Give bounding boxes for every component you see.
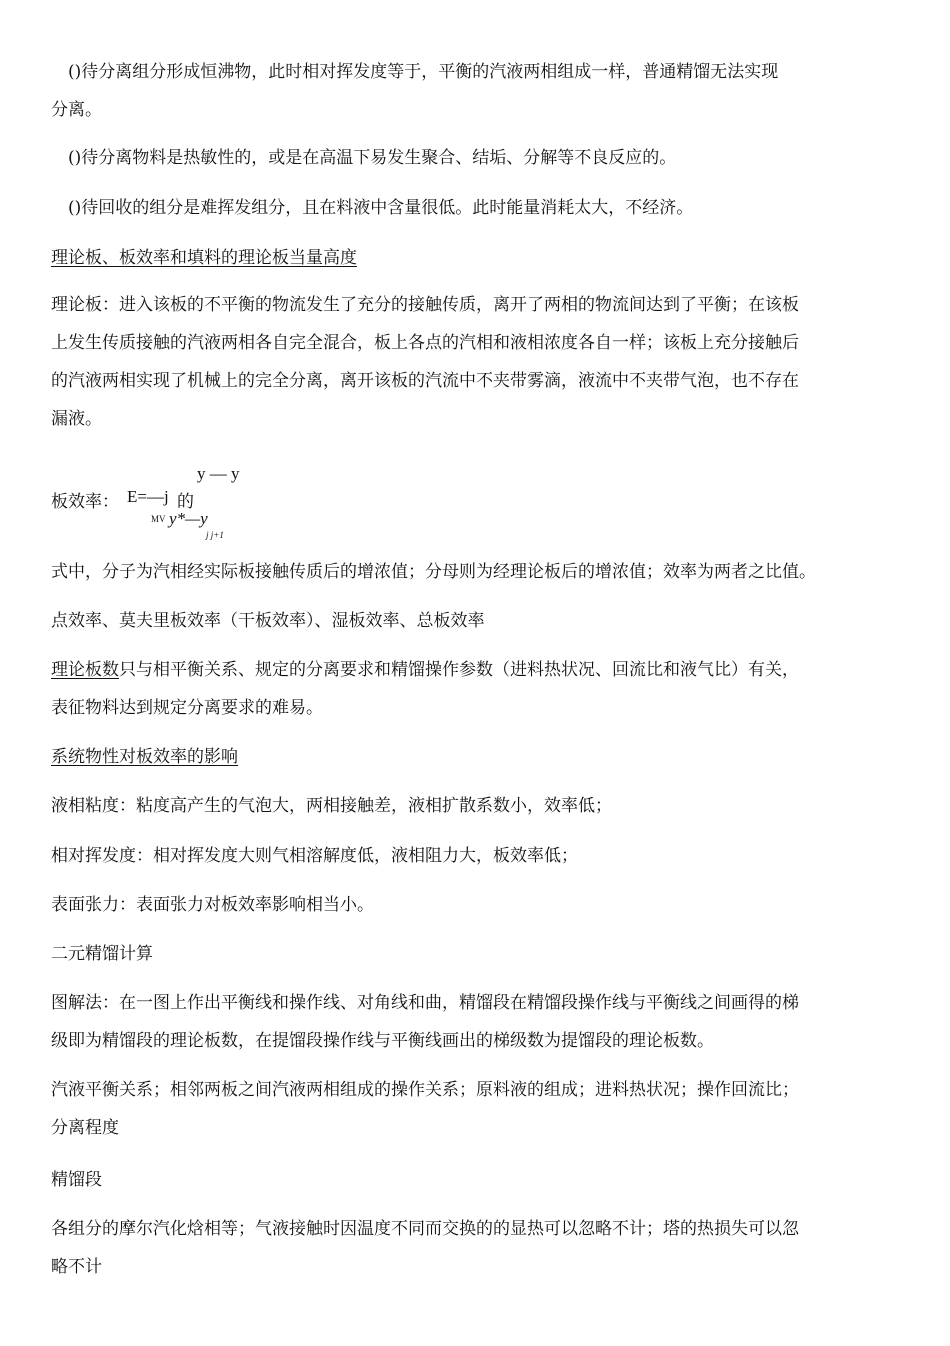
section-heading-theoretical-plate: [51, 239, 901, 277]
formula-denominator: y*—y: [169, 509, 208, 528]
paragraph-required-conditions: [51, 1071, 901, 1147]
paragraph-assumptions: [51, 1210, 901, 1286]
paragraph-azeotrope: [51, 53, 901, 129]
heading-text: 理论板、板效率和填料的理论板当量高度: [51, 248, 357, 268]
formula-main: E=—j: [127, 487, 169, 506]
text-line: 分离程度: [51, 1118, 119, 1138]
text-line: 略不计: [51, 1257, 102, 1277]
paragraph-formula-explanation: 式中，分子为汽相经实际板接触传质后的增浓值；分母则为经理论板后的增浓值；效率为两者之比值。: [51, 562, 816, 582]
paragraph-relative-volatility: 相对挥发度：相对挥发度大则气相溶解度低，液相阻力大，板效率低；: [51, 846, 578, 866]
formula-denominator-subscript: j j+1: [206, 530, 224, 540]
plate-efficiency-formula: [51, 462, 451, 542]
text-line: ()待分离组分形成恒沸物，此时相对挥发度等于，平衡的汽液两相组成一样，普通精馏无法实现: [68, 62, 779, 82]
text-line: [51, 651, 901, 689]
formula-numerator: y — y: [197, 464, 240, 483]
text-line: 汽液平衡关系；相邻两板之间汽液两相组成的操作关系；原料液的组成；进料热状况；操作回流比；: [51, 1080, 799, 1100]
paragraph-graphical-method: [51, 984, 901, 1060]
formula-mv-subscript: MV: [151, 514, 166, 524]
text-line: 级即为精馏段的理论板数，在提馏段操作线与平衡线画出的梯级数为提馏段的理论板数。: [51, 1031, 714, 1051]
text-line: 的汽液两相实现了机械上的完全分离，离开该板的汽流中不夹带雾滴，液流中不夹带气泡，也不存在: [51, 371, 799, 391]
paragraph-low-content: ()待回收的组分是难挥发组分，且在料液中含量很低。此时能量消耗太大，不经济。: [68, 198, 694, 218]
section-heading-physical-properties: [51, 738, 901, 776]
section-heading-rectifying-section: 精馏段: [51, 1170, 102, 1190]
text-line: 表征物料达到规定分离要求的难易。: [51, 698, 323, 718]
text-line: 图解法：在一图上作出平衡线和操作线、对角线和曲，精馏段在精馏段操作线与平衡线之间画得的梯: [51, 993, 799, 1013]
paragraph-theoretical-plate-definition: [51, 286, 901, 438]
heading-text: 系统物性对板效率的影响: [51, 747, 238, 767]
section-heading-binary-distillation: 二元精馏计算: [51, 944, 153, 964]
formula-suffix: 的: [177, 492, 194, 512]
underlined-term: 理论板数: [51, 660, 119, 680]
paragraph-theoretical-plate-number: [51, 651, 901, 727]
text-run: 只与相平衡关系、规定的分离要求和精馏操作参数（进料热状况、回流比和液气比）有关，: [119, 660, 799, 680]
paragraph-heat-sensitive: ()待分离物料是热敏性的，或是在高温下易发生聚合、结垢、分解等不良反应的。: [68, 148, 677, 168]
paragraph-surface-tension: 表面张力：表面张力对板效率影响相当小。: [51, 895, 374, 915]
text-line: 漏液。: [51, 409, 102, 429]
paragraph-efficiency-types: 点效率、莫夫里板效率（干板效率）、湿板效率、总板效率: [51, 611, 485, 631]
text-line: 分离。: [51, 100, 102, 120]
text-line: 各组分的摩尔汽化焓相等；气液接触时因温度不同而交换的的显热可以忽略不计；塔的热损失可以忽: [51, 1219, 799, 1239]
paragraph-viscosity: 液相粘度：粘度高产生的气泡大，两相接触差，液相扩散系数小，效率低；: [51, 796, 612, 816]
formula-label: 板效率：: [51, 492, 119, 512]
text-line: 理论板：进入该板的不平衡的物流发生了充分的接触传质，离开了两相的物流间达到了平衡；在该板: [51, 295, 799, 315]
text-line: 上发生传质接触的汽液两相各自完全混合，板上各点的汽相和液相浓度各自一样；该板上充分接触后: [51, 333, 799, 353]
